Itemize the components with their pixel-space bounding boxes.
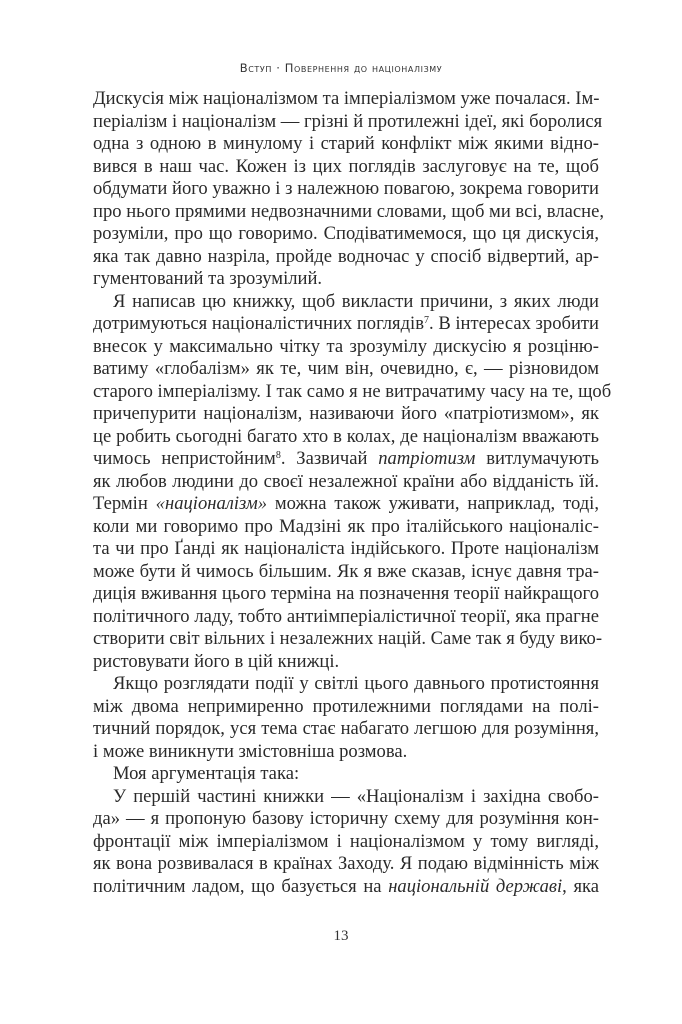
text-span: Моя аргументація така: — [113, 763, 300, 784]
text-line — [93, 853, 599, 876]
footnote-ref: 7 — [424, 315, 430, 326]
text-line — [93, 831, 599, 854]
text-span: ристовувати його в цій книжці. — [93, 650, 340, 672]
text-span: старого імперіалізму. І так само я не витрачатиму часу на те, щоб — [93, 380, 612, 402]
text-line — [93, 110, 603, 134]
text-span: да» — я пропоную базову історичну схему для розуміння кон- — [93, 808, 599, 829]
text-span: яка так давно назріла, пройде водночас у спосіб відвертий, ар- — [93, 245, 599, 267]
text-line — [93, 178, 599, 201]
text-span: обдумати його уважно і з належною повагою, зокрема говорити — [93, 178, 599, 199]
footnote-ref: 8 — [275, 450, 281, 461]
text-line — [93, 448, 599, 471]
text-span: Дискусія між націоналізмом та імперіалізмом уже почалася. Ім- — [93, 88, 600, 109]
text-span: це робить сьогодні багато хто в колах, де націоналізм вважають — [93, 425, 599, 447]
text-line — [93, 538, 599, 561]
text-span: У першій частині книжки — «Націоналізм і західна свобо- — [113, 785, 599, 807]
text-span: та чи про Ґанді як націоналіста індійського. Проте націоналізм — [93, 538, 599, 559]
text-line — [93, 808, 599, 831]
text-span: чимось непристойним — [93, 448, 276, 469]
text-line — [93, 561, 599, 584]
text-line — [93, 606, 599, 629]
text-span: ватиму «глобалізм» як те, чим він, очевидно, є, — різновидом — [93, 358, 599, 379]
text-line — [93, 200, 604, 224]
text-span: вився в наш час. Кожен із цих поглядів заслуговує на те, щоб — [93, 155, 599, 177]
text-span: , яка — [562, 875, 599, 897]
text-line — [93, 380, 612, 404]
text-line — [93, 133, 599, 156]
text-line — [93, 358, 599, 381]
text-span: . В інтересах зробити — [429, 313, 599, 334]
text-line — [93, 786, 599, 809]
text-span: політичного ладу, тобто антиімперіалістичної теорії, яка прагне — [93, 605, 599, 627]
italic-term: патріотизм — [378, 448, 476, 469]
text-line — [93, 876, 599, 899]
text-line — [93, 673, 599, 696]
text-line — [93, 88, 599, 111]
text-span: фронтації між імперіалізмом і націоналізмом у тому вигляді, — [93, 830, 599, 852]
body-text — [93, 88, 612, 898]
text-span: може бути й чимось більшим. Як я вже сказав, існує давня тра- — [93, 560, 599, 582]
text-span: можна також уживати, наприклад, тоді, — [267, 493, 599, 514]
text-span: причепурити націоналізм, називаючи його «патріотизмом», як — [93, 403, 599, 424]
text-line — [93, 426, 599, 449]
text-line — [93, 763, 599, 786]
text-span: внесок у максимально чітку та зрозумілу дискусію я розціню- — [93, 335, 599, 357]
text-span: тичний порядок, уся тема стає набагато легшою для розуміння, — [93, 718, 599, 739]
text-span: коли ми говоримо про Мадзіні як про італійського націоналіс- — [93, 515, 599, 537]
text-line — [93, 651, 599, 674]
text-line — [93, 268, 599, 291]
text-line — [93, 583, 599, 606]
text-span: Якщо розглядати події у світлі цього давнього протистояння — [113, 673, 599, 694]
text-span: політичним ладом, що базується на — [93, 875, 389, 897]
text-span: періалізм і націоналізм — грізні й протилежні ідеї, які боролися — [93, 110, 603, 132]
text-span: Я написав цю книжку, щоб викласти причини, з яких люди — [113, 290, 599, 312]
page-number: 13 — [333, 928, 349, 944]
text-span: диція вживання цього терміна на позначення теорії найкращого — [93, 583, 599, 604]
text-span: створити світ вільних і незалежних націй. Саме так я буду вико- — [93, 628, 603, 649]
text-line — [93, 313, 599, 336]
text-span: Термін — [93, 493, 156, 514]
text-line — [93, 403, 599, 426]
text-span: . Зазвичай — [280, 448, 379, 469]
text-span: розуміли, про що говоримо. Сподіватимемося, що ця дискусія, — [93, 223, 599, 244]
text-line — [93, 246, 599, 269]
text-span: як вона розвивалася в країнах Заходу. Я подаю відмінність між — [93, 853, 599, 874]
text-line — [93, 156, 599, 179]
text-span: витлумачують — [475, 448, 599, 469]
text-span: як любов людини до своєї незалежної країни або відданість їй. — [93, 470, 599, 492]
text-line — [93, 741, 599, 764]
running-header: Вступ · Повернення до націоналізму — [239, 61, 443, 75]
text-line — [93, 291, 599, 314]
text-line — [93, 516, 599, 539]
italic-term: національній державі — [388, 875, 563, 897]
text-line — [93, 336, 599, 359]
text-line — [93, 628, 603, 651]
text-line — [93, 493, 599, 516]
text-span: гументований та зрозумілий. — [93, 268, 323, 289]
text-span: про нього прямими недвозначними словами, щоб ми всі, власне, — [93, 200, 604, 222]
text-line — [93, 471, 599, 494]
text-span: дотримуються націоналістичних поглядів — [93, 313, 425, 334]
text-line — [93, 696, 599, 719]
text-span: і може виникнути змістовніша розмова. — [93, 740, 408, 762]
text-line — [93, 223, 599, 246]
text-span: одна з одною в минулому і старий конфлікт між якими відно- — [93, 133, 599, 154]
text-line — [93, 718, 599, 741]
text-span: між двома непримиренно протилежними поглядами на полі- — [93, 695, 599, 717]
italic-term: «націоналізм» — [155, 493, 267, 514]
